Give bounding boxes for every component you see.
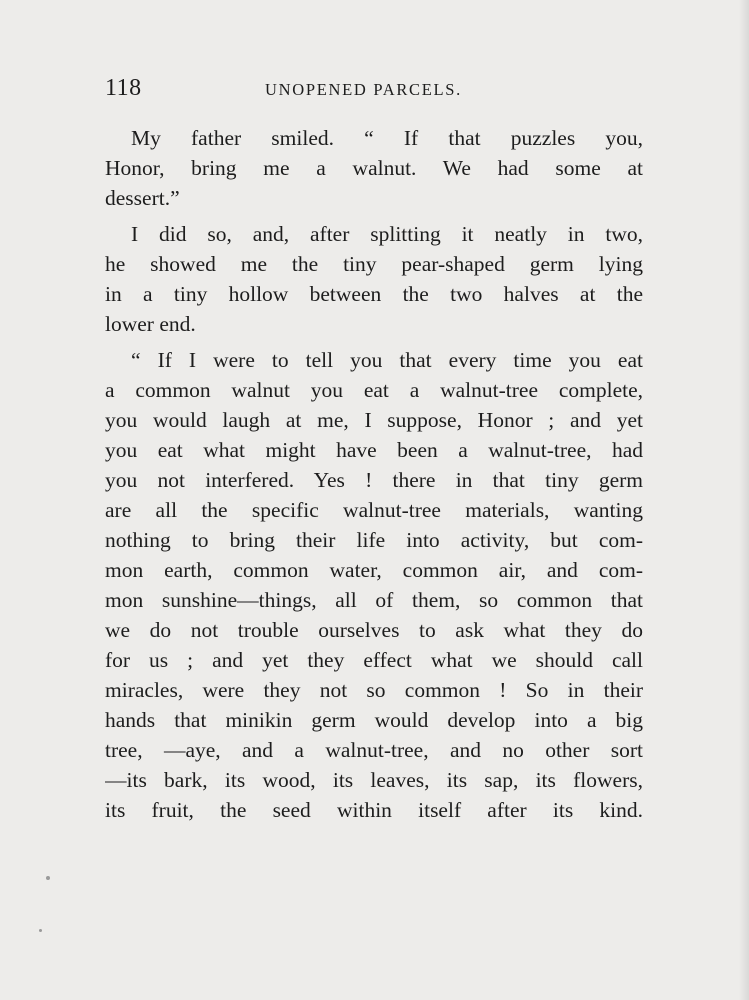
text-line: you not interfered. Yes ! there in that tiny germ (105, 468, 643, 492)
text-line: tree, —aye, and a walnut-tree, and no other sort (105, 738, 643, 762)
text-line: dessert.” (105, 186, 180, 210)
body-text (105, 123, 643, 825)
text-line: lower end. (105, 312, 196, 336)
text-line: mon sunshine—things, all of them, so common that (105, 588, 643, 612)
text-line: he showed me the tiny pear-shaped germ lying (105, 252, 643, 276)
text-line: a common walnut you eat a walnut-tree complete, (105, 378, 643, 402)
text-line: mon earth, common water, common air, and com- (105, 558, 643, 582)
text-line: you eat what might have been a walnut-tree, had (105, 438, 643, 462)
running-head: UNOPENED PARCELS. (265, 80, 462, 99)
text-line: for us ; and yet they effect what we should call (105, 648, 643, 672)
text-line: “ If I were to tell you that every time you eat (131, 348, 643, 372)
text-line: miracles, were they not so common ! So in their (105, 678, 643, 702)
text-line: —its bark, its wood, its leaves, its sap, its flowers, (105, 768, 643, 792)
text-line: its fruit, the seed within itself after its kind. (105, 798, 643, 822)
text-line: we do not trouble ourselves to ask what they do (105, 618, 643, 642)
text-line: Honor, bring me a walnut. We had some at (105, 156, 643, 180)
text-line: in a tiny hollow between the two halves at the (105, 282, 643, 306)
page-header (105, 73, 645, 103)
text-line: nothing to bring their life into activity, but com- (105, 528, 643, 552)
text-line: I did so, and, after splitting it neatly in two, (131, 222, 643, 246)
text-line: hands that minikin germ would develop into a big (105, 708, 643, 732)
text-line: are all the specific walnut-tree materials, wanting (105, 498, 643, 522)
paper-speck (39, 929, 42, 932)
paper-speck (46, 876, 50, 880)
text-line: you would laugh at me, I suppose, Honor ; and yet (105, 408, 643, 432)
text-line: My father smiled. “ If that puzzles you, (131, 126, 643, 150)
page-edge-shadow (739, 0, 749, 1000)
page-number: 118 (105, 75, 142, 101)
